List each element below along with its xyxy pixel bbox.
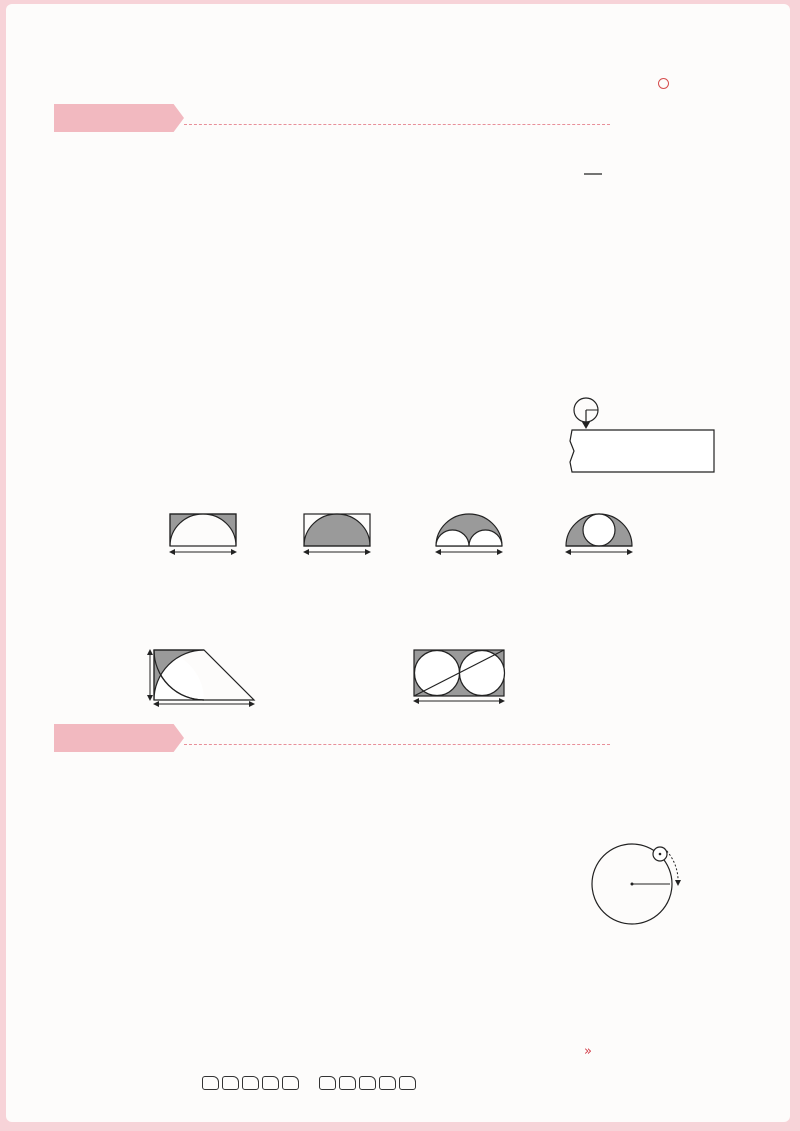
self-evaluation: [202, 1076, 419, 1091]
robot-center: [659, 853, 662, 856]
time-estimate: [658, 77, 672, 92]
thumb-icon[interactable]: [319, 1076, 336, 1090]
thumb-icon[interactable]: [222, 1076, 239, 1090]
double-chevron-icon: »: [584, 1044, 592, 1059]
question-3: [54, 310, 754, 366]
question-2: [54, 252, 754, 308]
thumb-icon[interactable]: [339, 1076, 356, 1090]
clock-icon: [658, 78, 669, 89]
section-heading-practice: [54, 104, 184, 132]
section-divider: [184, 744, 610, 745]
carpet-robot-diagram: [584, 838, 734, 934]
arrow-head: [582, 422, 590, 429]
q5-figures: [156, 506, 636, 586]
shaded-region: [304, 514, 370, 546]
left-circle: [415, 651, 460, 696]
circle-to-rectangle-diagram: [502, 134, 722, 214]
figure-c: [436, 514, 502, 552]
figure-d: [566, 514, 632, 552]
q6-figure-2: [406, 644, 516, 716]
thumb-icon[interactable]: [262, 1076, 279, 1090]
figure-b: [304, 514, 370, 552]
question-1: [54, 136, 494, 248]
thumb-icon[interactable]: [359, 1076, 376, 1090]
figure-a: [170, 514, 236, 552]
inner-circle: [583, 514, 615, 546]
broken-ruler: [570, 430, 714, 472]
path-arrow: [675, 880, 681, 886]
thumb-icon[interactable]: [399, 1076, 416, 1090]
question-7: [54, 756, 764, 812]
ruler-diagram: [564, 396, 724, 476]
shaded-region: [170, 514, 236, 546]
right-circle: [460, 651, 505, 696]
thumb-icon[interactable]: [202, 1076, 219, 1090]
carpet-center: [631, 883, 634, 886]
answer-reference: [584, 1044, 592, 1059]
worksheet-page: [6, 4, 790, 1122]
q6-figure-1: [106, 644, 266, 716]
section-divider: [184, 124, 610, 125]
section-heading-challenge: [54, 724, 184, 752]
thumb-icon[interactable]: [379, 1076, 396, 1090]
thumb-icon[interactable]: [282, 1076, 299, 1090]
thumb-icon[interactable]: [242, 1076, 259, 1090]
